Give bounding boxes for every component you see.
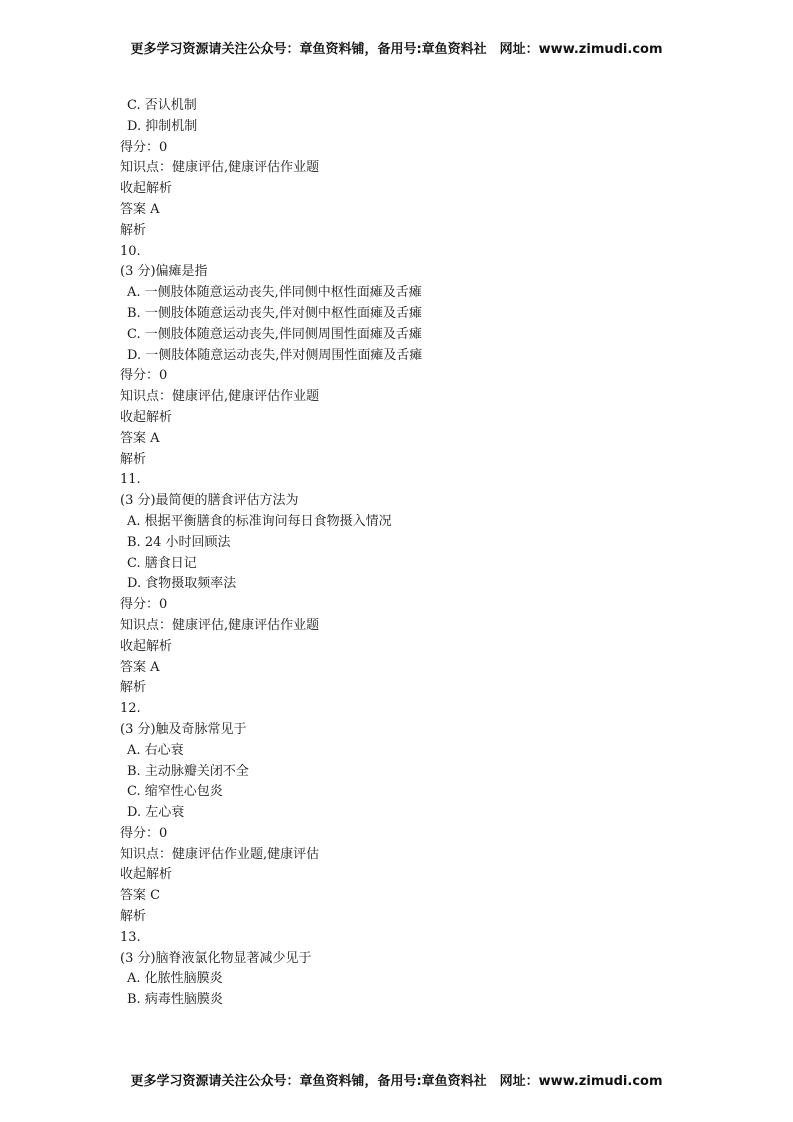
question-11 [120, 470, 720, 699]
answer: 答案 A [120, 659, 160, 675]
answer: 答案 C [120, 888, 161, 904]
header-banner: 更多学习资源请关注公众号：章鱼资料铺，备用号:章鱼资料社 网址：www.zimudi.com [130, 42, 663, 57]
question-stem: (3 分)脑脊液氯化物显著减少见于 [120, 950, 312, 966]
option-c: C. 缩窄性心包炎 [127, 784, 223, 800]
collapse-analysis-toggle[interactable]: 收起解析 [120, 638, 173, 654]
option-b: B. 病毒性脑膜炎 [127, 992, 223, 1008]
knowledge-point: 知识点：健康评估,健康评估作业题 [120, 617, 320, 633]
score: 得分：0 [120, 597, 168, 613]
knowledge-point: 知识点：健康评估作业题,健康评估 [120, 846, 320, 862]
option-c: C. 膳食日记 [127, 555, 197, 571]
question-12 [120, 699, 720, 928]
analysis-label: 解析 [120, 909, 147, 925]
option-b: B. 一侧肢体随意运动丧失,伴对侧中枢性面瘫及舌瘫 [127, 305, 422, 321]
footer-banner: 更多学习资源请关注公众号：章鱼资料铺，备用号:章鱼资料社 网址：www.zimudi.com [130, 1074, 663, 1089]
question-number: 12. [120, 701, 141, 717]
collapse-analysis-toggle[interactable]: 收起解析 [120, 867, 173, 883]
question-number: 10. [120, 243, 141, 259]
option-a: A. 化脓性脑膜炎 [127, 971, 223, 987]
option-d: D. 抑制机制 [127, 118, 198, 134]
option-b: B. 主动脉瓣关闭不全 [127, 763, 249, 779]
question-9-tail [120, 96, 720, 242]
option-d: D. 左心衰 [127, 805, 185, 821]
question-number: 11. [120, 472, 141, 488]
score: 得分：0 [120, 139, 168, 155]
knowledge-point: 知识点：健康评估,健康评估作业题 [120, 160, 320, 176]
question-number: 13. [120, 929, 141, 945]
option-a: A. 一侧肢体随意运动丧失,伴同侧中枢性面瘫及舌瘫 [127, 285, 422, 301]
answer: 答案 A [120, 430, 160, 446]
document-content [120, 96, 720, 1011]
option-d: D. 一侧肢体随意运动丧失,伴对侧周围性面瘫及舌瘫 [127, 347, 423, 363]
collapse-analysis-toggle[interactable]: 收起解析 [120, 409, 173, 425]
option-a: A. 根据平衡膳食的标准询问每日食物摄入情况 [127, 513, 392, 529]
option-b: B. 24 小时回顾法 [127, 534, 231, 550]
answer: 答案 A [120, 201, 160, 217]
question-13 [120, 928, 720, 1011]
question-stem: (3 分)偏瘫是指 [120, 264, 208, 280]
question-10 [120, 242, 720, 471]
question-stem: (3 分)触及奇脉常见于 [120, 721, 247, 737]
analysis-label: 解析 [120, 451, 147, 467]
question-stem: (3 分)最简便的膳食评估方法为 [120, 493, 299, 509]
score: 得分：0 [120, 368, 168, 384]
analysis-label: 解析 [120, 222, 147, 238]
knowledge-point: 知识点：健康评估,健康评估作业题 [120, 389, 320, 405]
collapse-analysis-toggle[interactable]: 收起解析 [120, 181, 173, 197]
option-c: C. 一侧肢体随意运动丧失,伴同侧周围性面瘫及舌瘫 [127, 326, 422, 342]
option-d: D. 食物摄取频率法 [127, 576, 237, 592]
option-c: C. 否认机制 [127, 98, 197, 113]
analysis-label: 解析 [120, 680, 147, 696]
option-a: A. 右心衰 [127, 742, 184, 758]
score: 得分：0 [120, 825, 168, 841]
